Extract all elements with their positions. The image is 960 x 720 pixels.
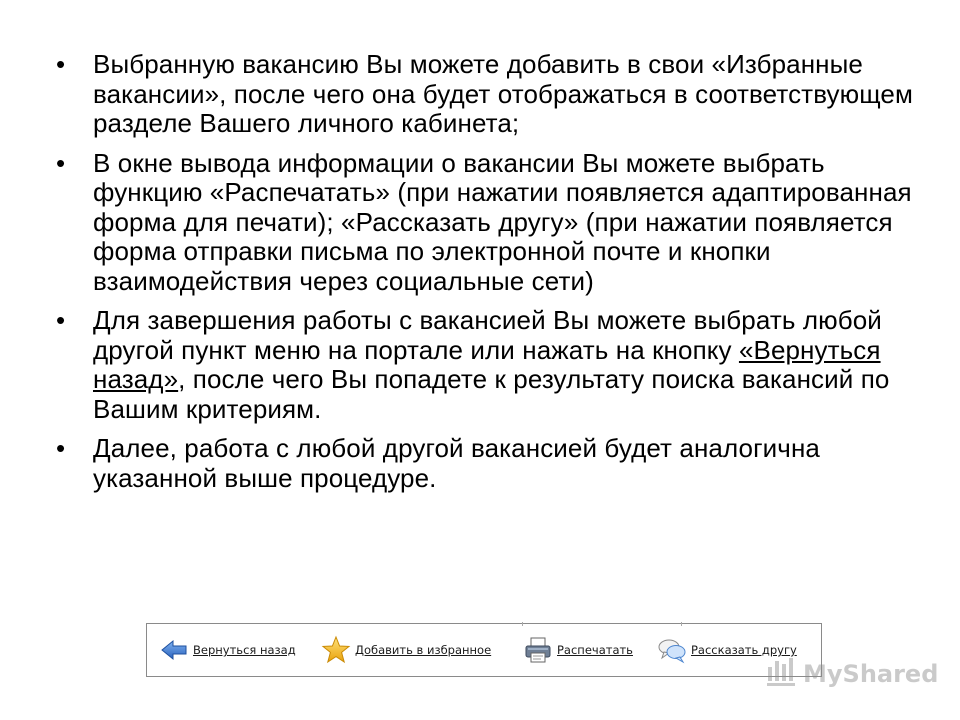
bullet-item-go-back: [56, 306, 926, 424]
myshared-watermark: [765, 656, 938, 692]
bullet-dot: •: [56, 433, 66, 463]
bullet-item-other-vacancy: [56, 434, 926, 493]
back-button-label: Вернуться назад: [193, 643, 296, 657]
add-to-favorites-button[interactable]: [321, 635, 491, 665]
bullet-item-favorites: [56, 50, 926, 139]
speech-bubbles-icon: [657, 635, 687, 665]
bullet-dot: •: [56, 49, 66, 79]
divider-tick: [681, 622, 682, 626]
back-arrow-icon: [159, 635, 189, 665]
bullet-dot: •: [56, 305, 66, 335]
back-button[interactable]: [159, 635, 296, 665]
tell-a-friend-label: Рассказать другу: [691, 643, 797, 657]
star-icon: [321, 635, 351, 665]
divider-tick: [522, 622, 523, 626]
bullet-text-before: Для завершения работы с вакансией Вы можете выбрать любой другой пункт меню на портале или нажать на кнопку: [93, 305, 882, 365]
bullet-dot: •: [56, 147, 66, 178]
watermark-text: MyShared: [803, 660, 939, 688]
add-to-favorites-label: Добавить в избранное: [355, 643, 492, 657]
print-button[interactable]: [523, 635, 633, 665]
print-button-label: Распечатать: [557, 643, 633, 657]
bullet-text: В окне вывода информации о вакансии Вы можете выбрать функцию «Распечатать» (при нажатии появляется адаптированная форма для печати); «Рассказать другу» (при нажатии появляется форма отправки письма по электронной почте и кнопки взаимодействия через социальные сети): [93, 147, 912, 296]
bullet-text: Далее, работа с любой другой вакансией будет аналогична указанной выше процедуре.: [93, 433, 820, 493]
bullet-list: [56, 50, 926, 503]
bullet-text: Выбранную вакансию Вы можете добавить в свои «Избранные вакансии», после чего она будет отображаться в соответствующем разделе Вашего личного кабинета;: [93, 49, 913, 138]
watermark-logo-icon: [765, 655, 799, 694]
go-back-link-text: «Вернуться назад»: [93, 334, 881, 394]
bullet-text-after: , после чего Вы попадете к результату поиска вакансий по Вашим критериям.: [93, 364, 890, 424]
vacancy-actions-toolbar: [146, 623, 822, 677]
printer-icon: [523, 635, 553, 665]
bullet-item-print-share: [56, 149, 926, 297]
